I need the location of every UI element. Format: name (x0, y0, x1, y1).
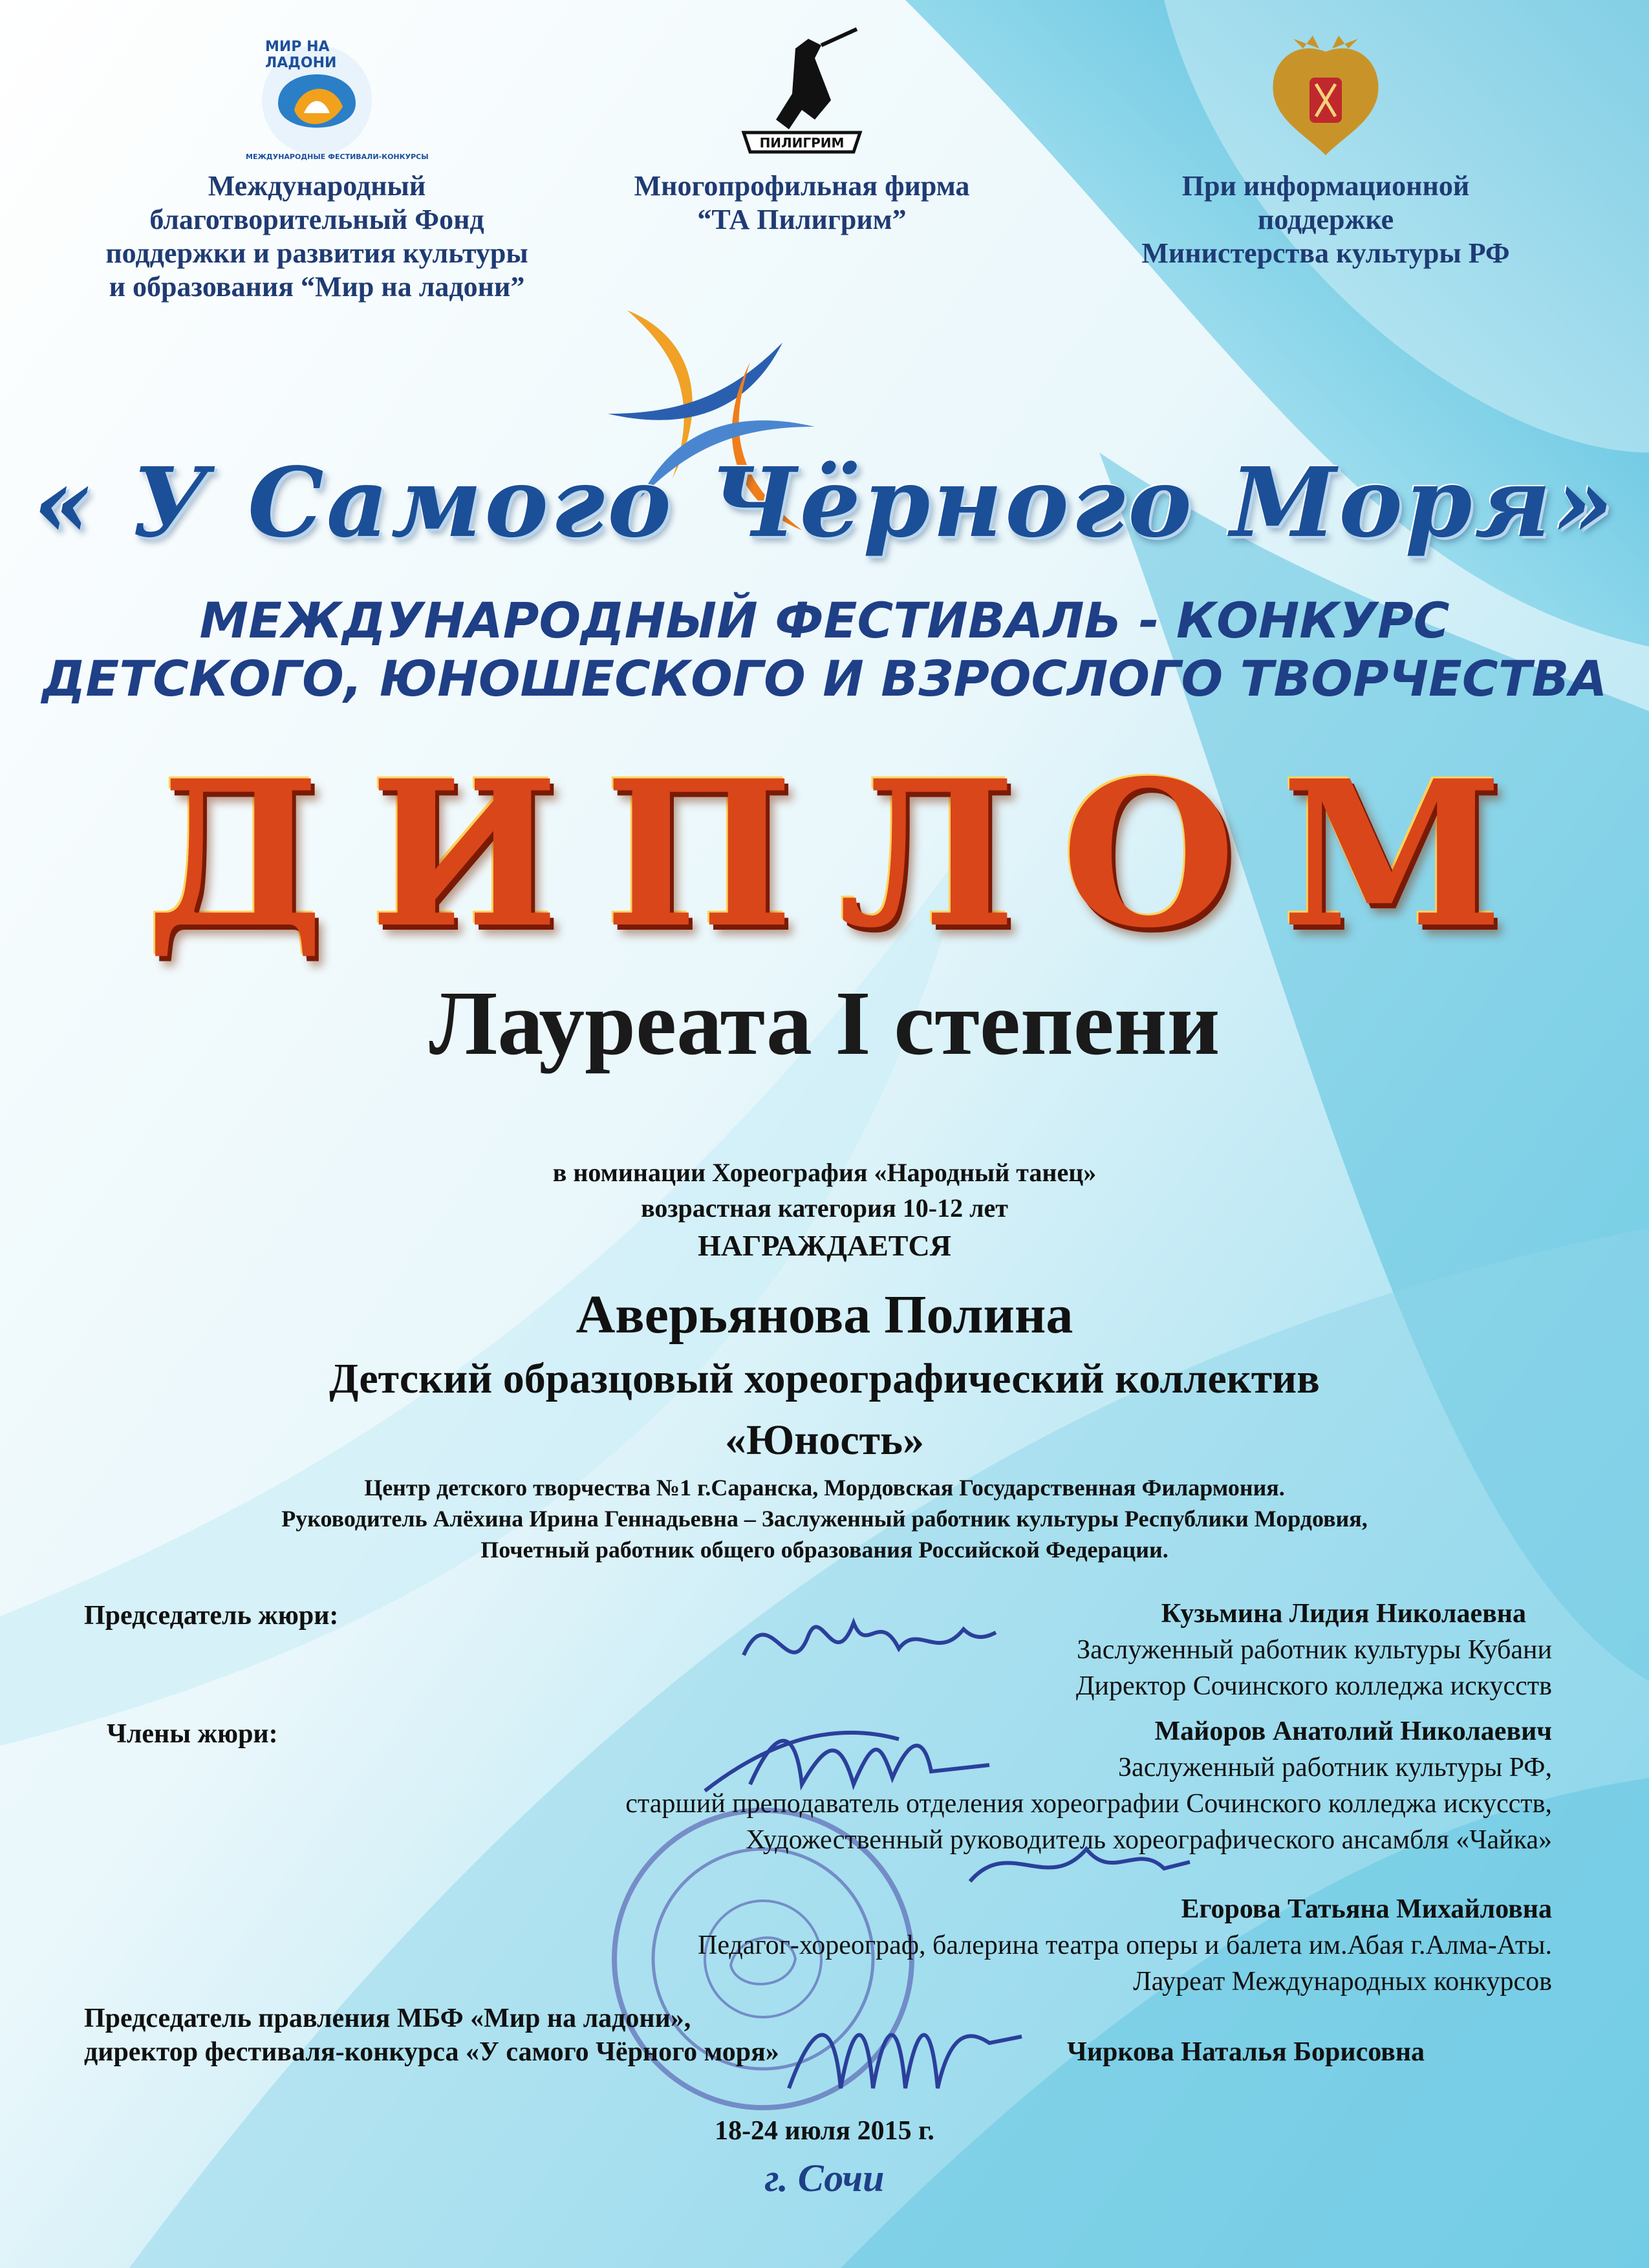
info-line-3: Почетный работник общего образования Российской Федерации. (480, 1537, 1169, 1563)
laureate-degree: Лауреата I степени (429, 972, 1220, 1074)
russian-coat-of-arms-icon (1255, 26, 1397, 168)
nomination: в номинации Хореография «Народный танец» (552, 1158, 1097, 1187)
jury-member1-name: Майоров Анатолий Николаевич (1154, 1717, 1552, 1746)
awarded-label: НАГРАЖДАЕТСЯ (698, 1229, 951, 1262)
festival-dates: 18-24 июля 2015 г. (715, 2116, 934, 2146)
festival-city: г. Сочи (764, 2157, 885, 2199)
jury-member1-block (625, 1713, 1552, 1858)
jury-member1-title1: Заслуженный работник культуры РФ, (1118, 1753, 1552, 1782)
age-category: возрастная категория 10-12 лет (641, 1193, 1008, 1223)
logo-subtext: МЕЖДУНАРОДНЫЕ ФЕСТИВАЛИ-КОНКУРСЫ (246, 153, 429, 161)
diploma-heading: ДИПЛОМ (146, 737, 1549, 972)
jury-member1-title3: Художественный руководитель хореографического ансамбля «Чайка» (746, 1825, 1552, 1855)
center-org-caption: Многопрофильная фирма “ТА Пилигрим” (634, 170, 970, 235)
festival-title: « У Самого Чёрного Моря» (33, 446, 1616, 559)
chair-signature (731, 1584, 1002, 1694)
left-org-caption: Международный благотворительный Фонд поддержки и развития культуры и образования “Мир на ладони” (105, 170, 528, 303)
board-name: Чиркова Наталья Борисовна (1067, 2037, 1425, 2067)
jury-member1-title2: старший преподаватель отделения хореографии Сочинского колледжа искусств, (625, 1789, 1552, 1819)
board-signature (776, 1991, 1035, 2108)
festival-subtitle-line1: МЕЖДУНАРОДНЫЙ ФЕСТИВАЛЬ - КОНКУРС (199, 592, 1450, 649)
jury-chair-title2: Директор Сочинского колледжа искусств (1075, 1671, 1552, 1701)
piligrim-logo (724, 23, 879, 165)
logo-text: МИР НА ЛАДОНИ (265, 39, 337, 71)
mir-na-ladoni-logo (239, 26, 429, 168)
recipient-name: Аверьянова Полина (576, 1285, 1073, 1345)
jury-member2-title1: Педагог-хореограф, балерина театра оперы и балета им.Абая г.Алма-Аты. (698, 1931, 1552, 1960)
info-line-2: Руководитель Алёхина Ирина Геннадьевна – Заслуженный работник культуры Республики Мордовия, (281, 1506, 1368, 1532)
jury-chair-label: Председатель жюри: (84, 1601, 339, 1631)
jury-member2-block (698, 1891, 1552, 2000)
festival-subtitle-line2: ДЕТСКОГО, ЮНОШЕСКОГО И ВЗРОСЛОГО ТВОРЧЕСТВА (41, 650, 1608, 707)
jury-chair-title1: Заслуженный работник культуры Кубани (1077, 1635, 1552, 1665)
jury-chair-block (1076, 1596, 1552, 1704)
collective-name: «Юность» (725, 1417, 924, 1464)
piligrim-logo-text: ПИЛИГРИМ (759, 135, 845, 151)
jury-member2-name: Егорова Татьяна Михайловна (1181, 1894, 1552, 1924)
board-line2: директор фестиваля-конкурса «У самого Чёрного моря» (84, 2037, 779, 2067)
right-org-caption: При информационной поддержке Министерства культуры РФ (1141, 170, 1510, 269)
collective-type: Детский образцовый хореографический коллектив (329, 1355, 1320, 1402)
jury-member2-title2: Лауреат Международных конкурсов (1133, 1967, 1552, 1996)
info-line-1: Центр детского творчества №1 г.Саранска, Мордовская Государственная Филармония. (364, 1475, 1285, 1501)
jury-members-label: Члены жюри: (107, 1719, 278, 1749)
board-line1: Председатель правления МБФ «Мир на ладони», (84, 2004, 691, 2033)
jury-chair-name: Кузьмина Лидия Николаевна (1161, 1599, 1526, 1629)
